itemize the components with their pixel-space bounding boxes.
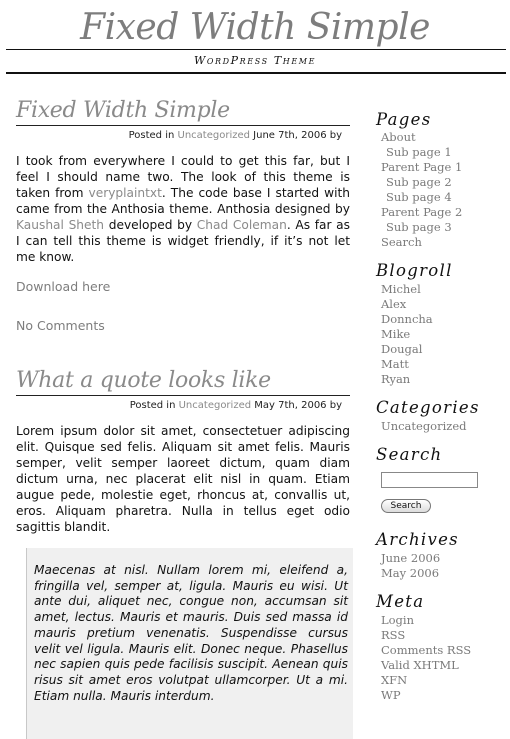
blogroll-link-alex[interactable]: Alex <box>381 297 407 311</box>
meta-heading: Meta <box>376 592 425 611</box>
meta-link-xfn[interactable]: XFN <box>381 673 408 687</box>
archive-link-june-2006[interactable]: June 2006 <box>381 551 441 565</box>
blogroll-list <box>381 282 433 387</box>
blogroll-link-dougal[interactable]: Dougal <box>381 342 423 356</box>
post-meta <box>16 400 342 411</box>
kaushal-sheth-link[interactable]: Kaushal Sheth <box>16 218 105 232</box>
comments-link[interactable]: No Comments <box>16 318 105 333</box>
post-meta <box>16 130 342 141</box>
post-title[interactable]: What a quote looks like <box>16 367 350 396</box>
meta-list <box>381 613 471 703</box>
blogroll-link-mike[interactable]: Mike <box>381 327 411 341</box>
site-title[interactable]: Fixed Width Simple <box>80 7 430 48</box>
meta-link-wp[interactable]: WP <box>381 688 401 702</box>
archives-heading: Archives <box>376 530 459 549</box>
meta-prefix: Posted in <box>128 130 175 141</box>
category-link[interactable]: Uncategorized <box>177 130 250 141</box>
page-link-sub-page-4[interactable]: Sub page 4 <box>386 190 452 204</box>
meta-link-login[interactable]: Login <box>381 613 415 627</box>
pages-list <box>381 130 462 250</box>
blogroll-link-michel[interactable]: Michel <box>381 282 421 296</box>
header-divider-thick <box>6 72 506 74</box>
download-link[interactable]: Download here <box>16 279 111 294</box>
page-link-sub-page-3[interactable]: Sub page 3 <box>386 220 452 234</box>
meta-link-valid-xhtml[interactable]: Valid XHTML <box>381 658 459 672</box>
search-heading: Search <box>376 445 443 464</box>
meta-date: May 7th, 2006 by <box>254 400 342 411</box>
post-body: Lorem ipsum dolor sit amet, consectetuer adipiscing elit. Quisque sed felis. Aliquam sit amet felis. Mauris semper, velit semper laoreet dictum, quam diam dictum urna, nec placerat elit nisl in quam. Etiam augue pede, molestie eget, rhoncus at, convallis ut, eros. Aliquam pharetra. Nulla in tellus eget odio sagittis blandit. <box>16 424 350 534</box>
page-link-sub-page-2[interactable]: Sub page 2 <box>386 175 452 189</box>
body-text: I took from everywhere I could to get this far, but I feel I should name two. The look of this theme is taken from <box>16 154 350 200</box>
search-input[interactable] <box>381 472 478 488</box>
blogroll-link-matt[interactable]: Matt <box>381 357 409 371</box>
category-link[interactable]: Uncategorized <box>178 400 252 411</box>
page-link-sub-page-1[interactable]: Sub page 1 <box>386 145 452 159</box>
archive-link-may-2006[interactable]: May 2006 <box>381 566 440 580</box>
search-button[interactable]: Search <box>381 499 431 513</box>
body-text: . As far as I can tell this theme is widget friendly, if it’s not let me know. <box>16 218 350 264</box>
body-text: . The code base I started with came from the Anthosia theme. Anthosia designed by <box>16 186 351 216</box>
pages-heading: Pages <box>376 110 432 129</box>
meta-prefix: Posted in <box>129 400 176 411</box>
header-divider <box>6 49 506 50</box>
categories-list <box>381 419 467 434</box>
meta-date: June 7th, 2006 by <box>253 130 342 141</box>
meta-link-rss[interactable]: RSS <box>381 628 406 642</box>
page-link-parent-page-1[interactable]: Parent Page 1 <box>381 160 463 174</box>
blockquote: Maecenas at nisl. Nullam lorem mi, eleifend a, fringilla vel, semper at, ligula. Mauris eu wisi. Ut ante dui, aliquet nec, congue non, accumsan sit amet, lectus. Mauris et mauris. Duis sed massa id mauris pretium venenatis. Suspendisse cursus velit vel ligula. Mauris elit. Donec neque. Phasellus nec sapien quis pede facilisis suscipit. Aenean quis risus sit amet eros volutpat ullamcorper. Ut a mi. Etiam nulla. Mauris interdum. <box>26 548 353 739</box>
post-title[interactable]: Fixed Width Simple <box>16 97 350 126</box>
page-link-parent-page-2[interactable]: Parent Page 2 <box>381 205 463 219</box>
veryplaintxt-link[interactable]: veryplaintxt <box>88 186 162 200</box>
page-link-search[interactable]: Search <box>381 235 422 249</box>
blogroll-link-donncha[interactable]: Donncha <box>381 312 433 326</box>
meta-link-comments-rss[interactable]: Comments RSS <box>381 643 472 657</box>
page-link-about[interactable]: About <box>381 130 416 144</box>
site-tagline: WordPress Theme <box>193 54 317 67</box>
blogroll-link-ryan[interactable]: Ryan <box>381 372 411 386</box>
category-link-uncategorized[interactable]: Uncategorized <box>381 419 467 433</box>
body-text: developed by <box>104 218 197 232</box>
blogroll-heading: Blogroll <box>376 261 453 280</box>
categories-heading: Categories <box>376 398 480 417</box>
post-body <box>16 153 350 265</box>
chad-coleman-link[interactable]: Chad Coleman <box>196 218 287 232</box>
archives-list <box>381 551 440 581</box>
